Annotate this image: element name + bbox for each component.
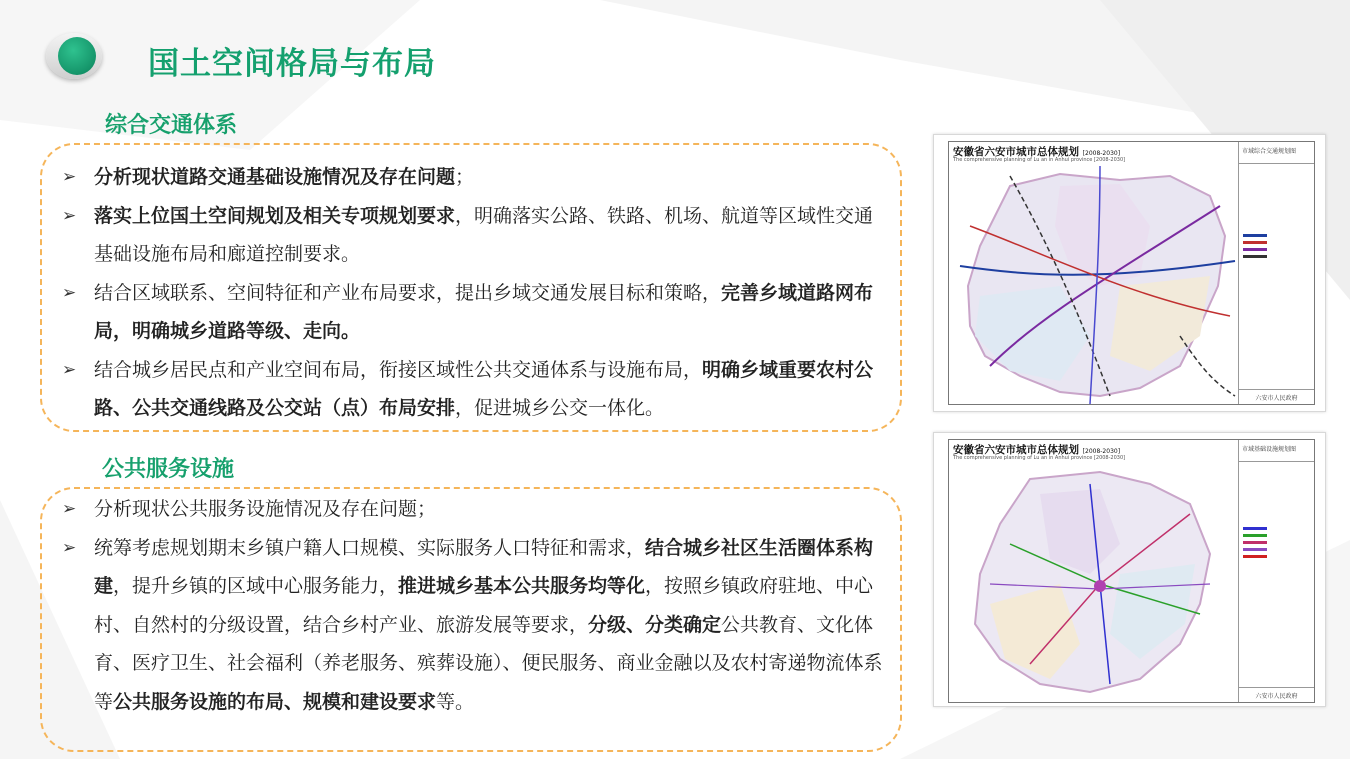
list-item	[62, 197, 884, 274]
page-title: 国土空间格局与布局	[148, 46, 436, 82]
map-graphic	[950, 166, 1240, 404]
legend-swatch	[1243, 541, 1267, 544]
item-text: 分级、分类确定	[588, 613, 722, 636]
item-text: 分析现状道路交通基础设施情况及存在问题	[94, 166, 456, 188]
map-legend	[1238, 440, 1314, 702]
item-text: 结合城乡社区生活圈体系构建	[94, 536, 874, 597]
list-item	[62, 351, 884, 428]
legend-swatch	[1243, 248, 1267, 251]
section-title-transport: 综合交通体系	[105, 113, 238, 138]
public-services-list	[62, 490, 884, 721]
item-text: 落实上位国土空间规划及相关专项规划要求	[94, 204, 456, 227]
item-text: 推进城乡基本公共服务均等化	[398, 575, 646, 597]
map-subtitle: The comprehensive planning of Lu an in Anhui province [2008-2030]	[953, 455, 1126, 461]
list-item	[62, 158, 884, 197]
item-text: 结合城乡居民点和产业空间布局，衔接区域性公共交通体系与设施布局，	[94, 358, 703, 381]
map-graphic	[950, 464, 1240, 699]
bullet-arrow-icon: ➢	[62, 205, 77, 226]
item-text: ，明确落实公路、铁路、机场、航道等区域性交通基础设施布局和廊道控制要求。	[94, 204, 874, 265]
list-item	[62, 490, 884, 529]
transport-plan-map[interactable]	[933, 134, 1326, 412]
list-item	[62, 529, 884, 722]
legend-swatch	[1243, 555, 1267, 558]
transport-list	[62, 158, 884, 428]
title-logo	[46, 33, 102, 79]
bullet-arrow-icon: ➢	[62, 167, 77, 187]
map-legend	[1238, 142, 1314, 404]
item-text: 统筹考虑规划期末乡镇户籍人口规模、实际服务人口特征和需求，	[94, 536, 646, 559]
legend-swatch	[1243, 241, 1267, 244]
legend-swatch	[1243, 527, 1267, 530]
map-footer: 六安市人民政府	[1239, 687, 1314, 700]
map-footer: 六安市人民政府	[1239, 389, 1314, 402]
item-text: 完善乡域道路网布局，明确城乡道路等级、走向。	[94, 281, 874, 342]
legend-swatch	[1243, 548, 1267, 551]
map-subtitle: The comprehensive planning of Lu an in Anhui province [2008-2030]	[953, 157, 1126, 163]
legend-swatch	[1243, 534, 1267, 537]
bullet-arrow-icon: ➢	[62, 282, 77, 303]
bullet-arrow-icon: ➢	[62, 499, 77, 519]
item-text: 公共教育、文化体育、医疗卫生、社会福利（养老服务、殡葬设施）、便民服务、商业金融以及农村寄递物流体系等	[94, 613, 883, 713]
list-item	[62, 274, 884, 351]
map-title: 安徽省六安市城市总体规划 [2008-2030]	[953, 444, 1121, 456]
item-text: 结合区域联系、空间特征和产业布局要求，提出乡域交通发展目标和策略，	[94, 281, 722, 304]
item-text: 公共服务设施的布局、规模和建设要求	[113, 690, 437, 713]
item-text: ；	[455, 166, 475, 188]
legend-swatch	[1243, 234, 1267, 237]
map-legend-title: 市域基础设施规划图	[1239, 440, 1314, 462]
map-title: 安徽省六安市城市总体规划 [2008-2030]	[953, 146, 1121, 158]
item-text: ，按照乡镇政府驻地、中心村、自然村的分级设置，结合乡村产业、旅游发展等要求，	[94, 575, 874, 636]
infrastructure-plan-map[interactable]	[933, 432, 1326, 707]
bullet-arrow-icon: ➢	[62, 537, 77, 558]
map-frame	[948, 141, 1315, 405]
bullet-arrow-icon: ➢	[62, 359, 77, 380]
item-text: ，促进城乡公交一体化。	[455, 397, 665, 419]
item-text: 等。	[436, 690, 475, 713]
map-legend-title: 市域综合交通规划图	[1239, 142, 1314, 164]
item-text: 分析现状公共服务设施情况及存在问题；	[94, 498, 437, 520]
section-title-public-services: 公共服务设施	[102, 457, 235, 482]
logo-green-dot	[58, 37, 96, 75]
item-text: ，提升乡镇的区域中心服务能力，	[113, 575, 399, 597]
map-frame	[948, 439, 1315, 703]
item-text: 明确乡域重要农村公路、公共交通线路及公交站（点）布局安排	[94, 358, 874, 419]
legend-swatch	[1243, 255, 1267, 258]
